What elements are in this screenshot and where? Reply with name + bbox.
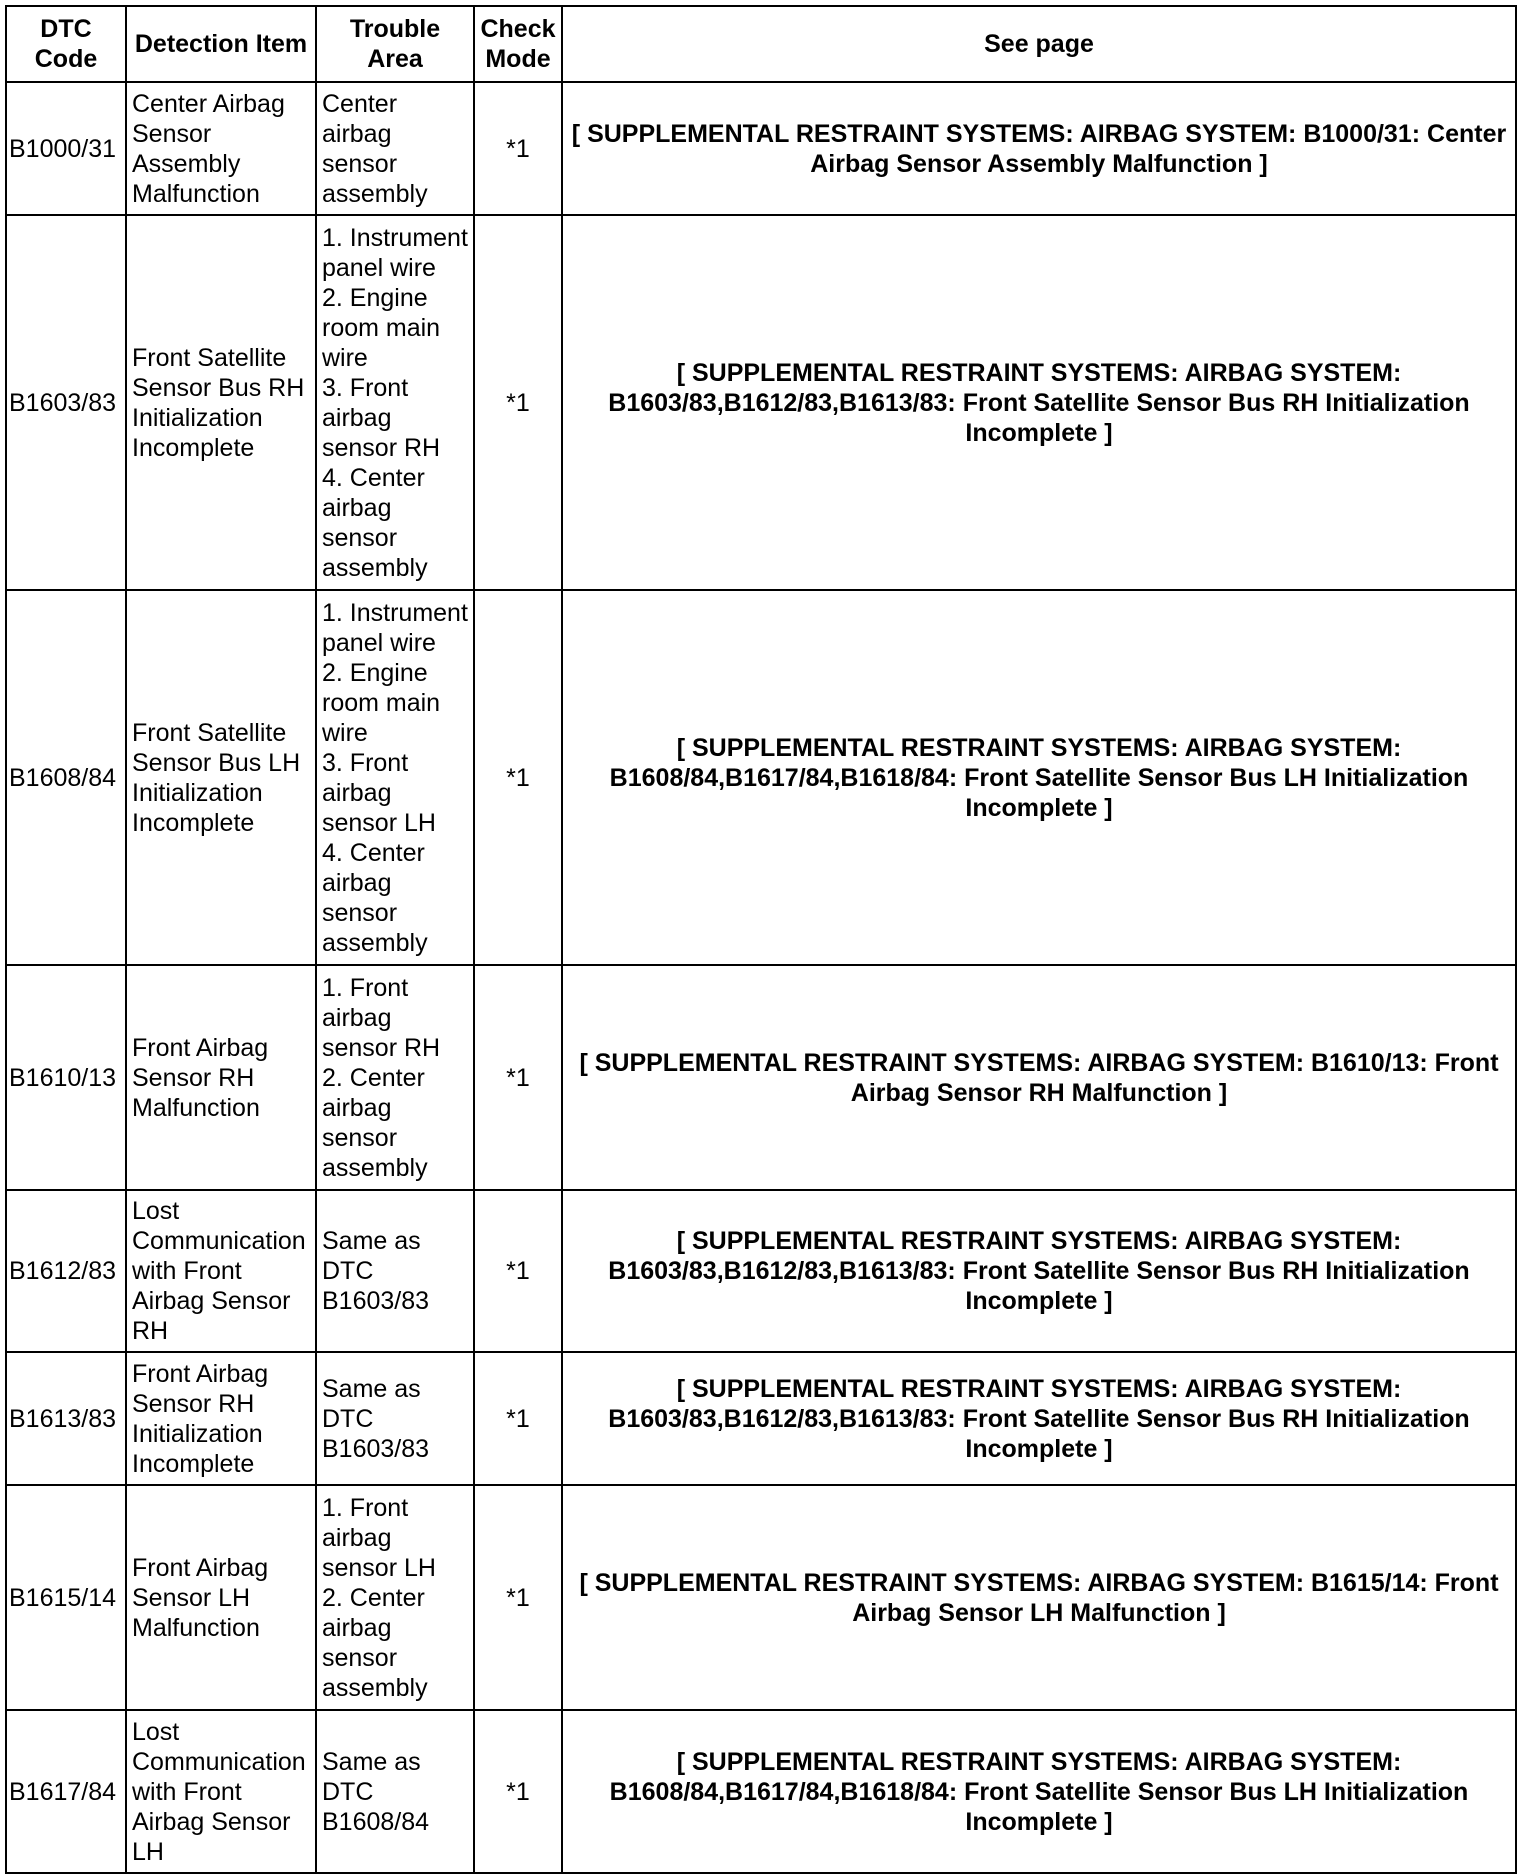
see-page-link[interactable]: [ SUPPLEMENTAL RESTRAINT SYSTEMS: AIRBAG SYSTEM: B1610/13: Front Airbag Sensor RH Malfunction ] (579, 1048, 1499, 1107)
see-page-cell (562, 965, 1516, 1190)
dtc-code-cell: B1000/31 (6, 82, 126, 215)
see-page-cell (562, 1710, 1516, 1873)
check-mode-cell: *1 (474, 1710, 562, 1873)
check-mode-cell: *1 (474, 82, 562, 215)
header-see-page: See page (562, 6, 1516, 82)
see-page-cell (562, 82, 1516, 215)
see-page-link[interactable]: [ SUPPLEMENTAL RESTRAINT SYSTEMS: AIRBAG SYSTEM: B1603/83,B1612/83,B1613/83: Front Satellite Sensor Bus RH Initialization Incomplete ] (608, 1374, 1470, 1463)
table-row (6, 1485, 1516, 1710)
see-page-link[interactable]: [ SUPPLEMENTAL RESTRAINT SYSTEMS: AIRBAG SYSTEM: B1603/83,B1612/83,B1613/83: Front Satellite Sensor Bus RH Initialization Incomplete ] (608, 1227, 1470, 1315)
see-page-link[interactable]: [ SUPPLEMENTAL RESTRAINT SYSTEMS: AIRBAG SYSTEM: B1615/14: Front Airbag Sensor LH Malfunction ] (579, 1568, 1499, 1627)
table-row (6, 1710, 1516, 1873)
see-page-link[interactable]: [ SUPPLEMENTAL RESTRAINT SYSTEMS: AIRBAG SYSTEM: B1000/31: Center Airbag Sensor Assembly Malfunction ] (571, 119, 1507, 178)
see-page-link[interactable]: [ SUPPLEMENTAL RESTRAINT SYSTEMS: AIRBAG SYSTEM: B1608/84,B1617/84,B1618/84: Front Satellite Sensor Bus LH Initialization Incomplete ] (609, 733, 1469, 822)
header-detection-item: Detection Item (126, 6, 316, 82)
detection-item-cell: Center Airbag Sensor Assembly Malfunction (126, 82, 316, 215)
trouble-area-cell: Same as DTC B1603/83 (316, 1190, 474, 1352)
trouble-area-cell: 1. Front airbag sensor LH 2. Center airbag sensor assembly (316, 1485, 474, 1710)
see-page-cell (562, 1190, 1516, 1352)
detection-item-cell: Front Satellite Sensor Bus LH Initialization Incomplete (126, 590, 316, 965)
check-mode-cell: *1 (474, 215, 562, 590)
see-page-cell (562, 215, 1516, 590)
see-page-cell (562, 590, 1516, 965)
dtc-code-cell: B1617/84 (6, 1710, 126, 1873)
header-row (6, 6, 1516, 82)
table-row (6, 965, 1516, 1190)
check-mode-cell: *1 (474, 1352, 562, 1485)
dtc-table (5, 5, 1517, 1874)
dtc-code-cell: B1608/84 (6, 590, 126, 965)
check-mode-cell: *1 (474, 1190, 562, 1352)
header-check-mode: Check Mode (474, 6, 562, 82)
detection-item-cell: Front Satellite Sensor Bus RH Initialization Incomplete (126, 215, 316, 590)
trouble-area-cell: Same as DTC B1608/84 (316, 1710, 474, 1873)
trouble-area-cell: 1. Instrument panel wire 2. Engine room main wire 3. Front airbag sensor RH 4. Center airbag sensor assembly (316, 215, 474, 590)
see-page-link[interactable]: [ SUPPLEMENTAL RESTRAINT SYSTEMS: AIRBAG SYSTEM: B1603/83,B1612/83,B1613/83: Front Satellite Sensor Bus RH Initialization Incomplete ] (608, 358, 1470, 447)
detection-item-cell: Front Airbag Sensor LH Malfunction (126, 1485, 316, 1710)
detection-item-cell: Front Airbag Sensor RH Initialization Incomplete (126, 1352, 316, 1485)
trouble-area-cell: Same as DTC B1603/83 (316, 1352, 474, 1485)
trouble-area-cell: 1. Instrument panel wire 2. Engine room main wire 3. Front airbag sensor LH 4. Center airbag sensor assembly (316, 590, 474, 965)
dtc-code-cell: B1603/83 (6, 215, 126, 590)
see-page-link[interactable]: [ SUPPLEMENTAL RESTRAINT SYSTEMS: AIRBAG SYSTEM: B1608/84,B1617/84,B1618/84: Front Satellite Sensor Bus LH Initialization Incomplete ] (609, 1747, 1469, 1836)
detection-item-cell: Lost Communication with Front Airbag Sensor LH (126, 1710, 316, 1873)
check-mode-cell: *1 (474, 965, 562, 1190)
dtc-code-cell: B1610/13 (6, 965, 126, 1190)
check-mode-cell: *1 (474, 1485, 562, 1710)
detection-item-cell: Lost Communication with Front Airbag Sensor RH (126, 1190, 316, 1352)
table-row (6, 1352, 1516, 1485)
header-trouble-area: Trouble Area (316, 6, 474, 82)
see-page-cell (562, 1485, 1516, 1710)
table-row (6, 590, 1516, 965)
table-row (6, 215, 1516, 590)
check-mode-cell: *1 (474, 590, 562, 965)
trouble-area-cell: Center airbag sensor assembly (316, 82, 474, 215)
dtc-code-cell: B1613/83 (6, 1352, 126, 1485)
detection-item-cell: Front Airbag Sensor RH Malfunction (126, 965, 316, 1190)
table-row (6, 82, 1516, 215)
table-row (6, 1190, 1516, 1352)
dtc-code-cell: B1615/14 (6, 1485, 126, 1710)
see-page-cell (562, 1352, 1516, 1485)
dtc-code-cell: B1612/83 (6, 1190, 126, 1352)
header-dtc-code: DTC Code (6, 6, 126, 82)
trouble-area-cell: 1. Front airbag sensor RH 2. Center airbag sensor assembly (316, 965, 474, 1190)
